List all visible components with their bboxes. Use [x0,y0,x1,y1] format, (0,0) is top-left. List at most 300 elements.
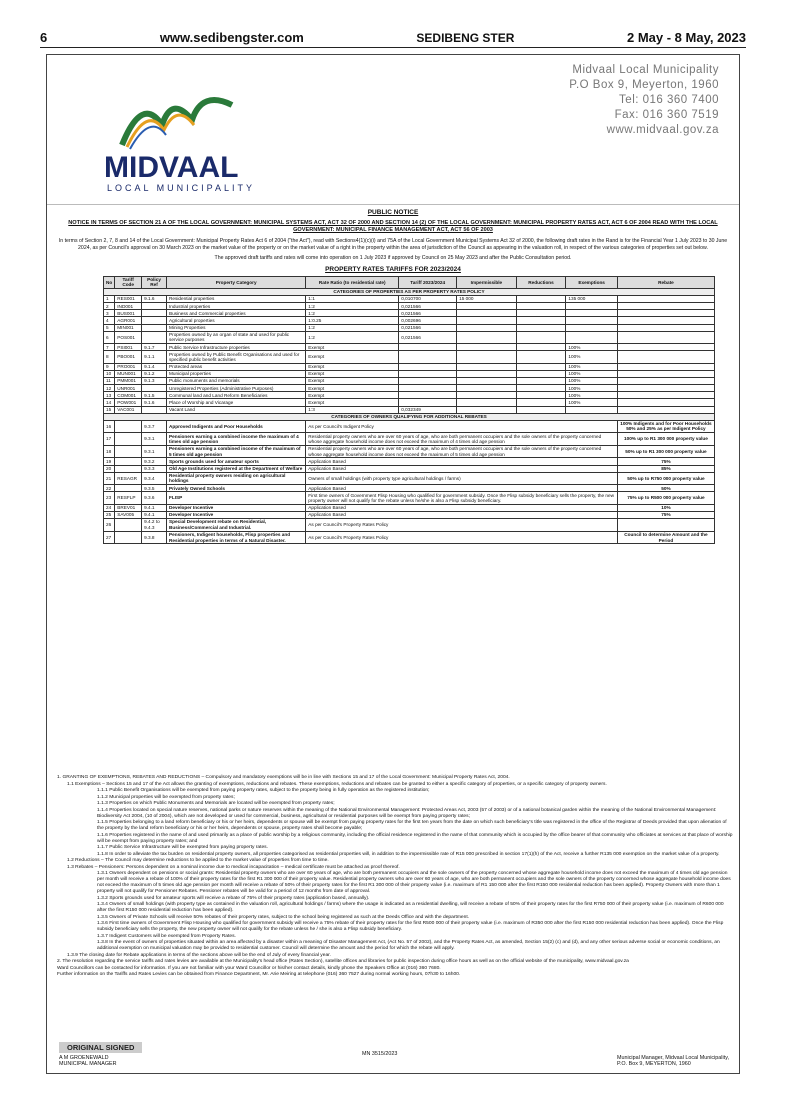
table-cell: 16 [104,420,115,433]
table-cell: Exempt [306,378,399,385]
body-paragraph: 1.3.1 Owners dependent on pensions or social grants: Residential property owners who are over 60 years of age, who are both permanent occupiers and the sole owners of the property concerned whose aggregate household income does not exceed the maximum of 4 times old age pension per month will receive a rebate of 100% of their property rates for the first R1 300 000 of their property value. Residential property owners who are over 60 years of age, who are both permanent occupiers and the sole owners of the property concerned whose aggregate household income does not exceed the maximum of 5 times old age pension per month will receive a rebate of 50% of their property rates for the first R1 300 000 of their property value (i.e. maximum of R1 150 000 after the first R150 000 residential reduction has been applied). Property Owners with more than 1 property will not qualify for Pensioner Rebates. Pensioner rebates will be valid for a period of 12 months from date of approval. [97,871,731,894]
table-cell: 24 [104,504,115,511]
table-cell: Exempt [306,351,399,364]
table-cell [617,385,714,392]
table-cell [115,420,142,433]
rebate-cell: 50% up to R750 000 property value [617,472,714,485]
table-cell: 9.3.8 [142,531,167,544]
table-row [104,472,715,485]
table-cell: MUN001 [115,371,142,378]
table-cell: Communal land and Land Reform Beneficiaries [167,392,306,399]
table-cell [115,458,142,465]
table-cell: 0,032349 [399,406,457,413]
table-row [104,317,715,324]
table-row [104,433,715,446]
table-cell [399,392,457,399]
rebate-cell: 50% [617,485,714,492]
rebate-cell: 100% Indigents and for Poor Households 50% and 25% as per Indigent Policy [617,420,714,433]
table-cell: 9.3.1 [142,433,167,446]
rebate-cell: 85% [617,465,714,472]
table-header-cell: Rate Ratio (to residential rate) [306,276,399,289]
table-cell [457,363,517,370]
table-cell: 0,002696 [399,317,457,324]
table-cell: RESAGR [115,472,142,485]
table-cell: 9.3.3 [142,465,167,472]
table-cell [516,303,566,310]
table-cell: VAC001 [115,406,142,413]
table-header-cell: Policy Ref [142,276,167,289]
table-cell [457,392,517,399]
table-cell [617,296,714,303]
table-header-cell: Exemptions [566,276,617,289]
newspaper-header [40,28,746,48]
table-header-cell: Impermissible [457,276,517,289]
table-cell [399,363,457,370]
table-cell [399,399,457,406]
criteria-cell: Application Based [306,458,618,465]
body-paragraph: 1.3.2 Sports grounds used for amateur sports will receive a rebate of 75% of their property rates (application based, annually). [97,895,370,901]
table-header-row [104,276,715,289]
table-cell: 9 [104,363,115,370]
table-cell: 1:2 [306,331,399,344]
table-cell: PBO001 [115,351,142,364]
table-cell: 0,021566 [399,303,457,310]
table-cell: 9.4.2 to 9.4.3 [142,519,167,532]
table-cell: AGR001 [115,317,142,324]
body-paragraph: 2. The resolution regarding the service tariffs and rates levies are available at the Municipality's head office (Rates Section), satellite offices and libraries for public inspection during office hours as well as on the official website of the municipality, www.midvaal.gov.za [57,959,629,964]
table-cell: 1 [104,296,115,303]
table-cell: Pensioners earning a combined income of the maximum of 5 times old age pension [167,445,306,458]
criteria-cell: As per Council's Property Rates Policy [306,531,618,544]
body-paragraph: 1.3.9 The closing date for Rebate applications in terms of the sections above will be the end of July of every financial year. [67,952,331,958]
table-cell: Pensioners, Indigent households, Flisp properties and Residential properties in terms of a Natural Disaster. [167,531,306,544]
notice-number: MN 3515/2023 [362,1051,398,1057]
table-cell: 1:3 [306,406,399,413]
table-cell: 10 [104,371,115,378]
table-cell: Unregistered Properties (Administrative Purposes) [167,385,306,392]
table-header-cell: Rebate [617,276,714,289]
table-cell [115,445,142,458]
table-cell [617,392,714,399]
addr-line: Tel: 016 360 7400 [619,94,719,106]
table-row [104,512,715,519]
table-cell: 23 [104,492,115,505]
table-cell [115,531,142,544]
table-cell: Properties owned by an organ of state and used for public service purposes [167,331,306,344]
table-cell [617,351,714,364]
table-cell: 21 [104,472,115,485]
table-cell [516,344,566,351]
table-header-cell: Tariff 2023/2024 [399,276,457,289]
table-cell [457,317,517,324]
table-cell: 0,010700 [399,296,457,303]
category-row [104,289,715,296]
table-cell: Exempt [306,385,399,392]
public-notice-advert [46,54,740,1074]
table-cell [617,363,714,370]
table-cell: POS001 [115,331,142,344]
table-cell [516,351,566,364]
table-cell: IND001 [115,303,142,310]
body-paragraph: 1.1 Exemptions – Sections 15 and 17 of the Act allows the granting of exemptions, reductions and rebates. These exemptions, reductions and rebates can be granted to either a specific category of properties, or a specific category of property owners. [67,781,607,787]
table-row [104,296,715,303]
table-cell: 9.4.1 [142,512,167,519]
table-cell: 15 000 [457,296,517,303]
table-cell: 20 [104,465,115,472]
intro-paragraph: In terms of Section 2, 7, 8 and 14 of the Local Government: Municipal Property Rates Act 6 of 2004 ("the Act"), read with Sections4(1)(c)(i) and 75A of the Local Government Municipal Systems Act 32 of 2000, the following draft rates in the Rand is for the Financial Year 1 July 2023 to 30 June 2024, as per Council's approval on 30 March 2023 on the market value of the property or on the market value of a right in the property within the area of jurisdiction of the Council as appearing in the valuation roll, in respect of the various categories of properties set out below. [58,238,728,251]
table-cell: Protected areas [167,363,306,370]
table-cell: Privately Owned Schools [167,485,306,492]
table-cell: 100% [566,378,617,385]
table-cell: Approved Indigents and Poor Households [167,420,306,433]
table-cell [142,324,167,331]
address-block [569,63,719,138]
criteria-cell: As per Council's Indigent Policy [306,420,618,433]
table-row [104,445,715,458]
table-cell: Public Service Infrastructure properties [167,344,306,351]
table-cell: PRO001 [115,363,142,370]
table-cell: 1:2 [306,303,399,310]
table-cell: Exempt [306,363,399,370]
table-row [104,371,715,378]
site-url[interactable]: www.sedibengster.com [159,30,304,45]
table-row [104,331,715,344]
table-cell [516,399,566,406]
table-cell: 100% [566,392,617,399]
table-cell: PSI001 [115,344,142,351]
table-header-cell: Property Category [167,276,306,289]
notice-heading: PUBLIC NOTICE [367,209,419,216]
body-paragraph: 1.1.7 Public Service Infrastructure will be exempted from paying property rates. [97,845,268,850]
table-cell: Agricultural properties [167,317,306,324]
criteria-cell: First time owners of Government Flisp Housing who qualified for government subsidy. Once the Flisp subsidy beneficiary sells the property, the new property owner will not qualify for the rebate unless he/she is also a Flisp subsidy beneficiary. [306,492,618,505]
table-cell [142,310,167,317]
criteria-cell: Residential property owners who are over 60 years of age, who are both permanent occupiers and the sole owners of the property concerned whose aggregate household income does not exceed the maximum of 5 times old age pension [306,445,618,458]
table-cell: 12 [104,385,115,392]
table-cell [617,406,714,413]
table-cell [142,331,167,344]
table-cell: 9.3.5 [142,485,167,492]
table-cell [399,378,457,385]
table-cell: 0,021566 [399,310,457,317]
footer-right-1: Municipal Manager, Midvaal Local Municipality, [617,1055,729,1061]
table-cell: 9.3.6 [142,492,167,505]
table-cell [115,433,142,446]
table-cell: 7 [104,344,115,351]
table-cell: Exempt [306,392,399,399]
rebate-cell: 50% up to R1 300 000 property value [617,445,714,458]
table-cell: 9.3.1 [142,445,167,458]
table-cell: 9.4.1 [142,504,167,511]
table-row [104,406,715,413]
notice-body [57,775,733,979]
table-cell: Public monuments and memorials [167,378,306,385]
signatory-name: A M GROENEWALD [59,1055,109,1061]
table-cell: 15 [104,406,115,413]
table-cell: 0,021566 [399,324,457,331]
midvaal-logo [102,85,302,195]
table-row [104,351,715,364]
table-cell: 100% [566,371,617,378]
table-row [104,399,715,406]
table-cell: SAV005 [115,512,142,519]
table-cell: 25 [104,512,115,519]
table-cell: 100% [566,363,617,370]
table-row [104,485,715,492]
criteria-cell: Application Based [306,512,618,519]
table-row [104,458,715,465]
table-cell [566,331,617,344]
table-row [104,310,715,317]
table-cell: UNR001 [115,385,142,392]
table-cell: Exempt [306,399,399,406]
table-cell: 9.3.2 [142,458,167,465]
table-cell: Pensioners earning a combined income the maximum of 4 times old age pension [167,433,306,446]
table-cell: 2 [104,303,115,310]
table-cell [457,378,517,385]
footer-right-2: P.O. Box 9, MEYERTON, 1960 [617,1061,691,1067]
table-cell [617,303,714,310]
footer [59,1042,729,1067]
notice-title: NOTICE IN TERMS OF SECTION 21 A OF THE LOCAL GOVERNMENT: MUNICIPAL SYSTEMS ACT, ACT 32 OF 2000 AND SECTION 14 (2) OF THE LOCAL GOVERNMENT: MUNICIPAL PROPERTY RATES ACT, ACT 6 OF 2004 READ WITH THE LOCAL GOVERNMENT: MUNICIPAL FINANCE MANAGEMENT ACT, ACT 56 OF 2003 [68,220,718,233]
table-cell [516,371,566,378]
table-cell: MIN001 [115,324,142,331]
table-cell [115,485,142,492]
rebate-cell: 100% up to R1 300 000 property value [617,433,714,446]
table-cell: 9.1.2 [142,371,167,378]
body-paragraph: 1.3.8 In the event of owners of properties situated within an area affected by a disaster within a meaning of Disaster Management Act, (Act No. 57 of 2002), and the Property Rates Act, as amended, Section 15(2) (c) and (d), and any other serious adverse social or economic conditions, an additional exemption on municipal valuation may be provided to residential customer. Council will determine the amount and the period for which the rebate will apply. [97,940,720,951]
table-cell: Sports grounds used for amateur sports [167,458,306,465]
rebate-cell [617,519,714,532]
table-cell: 13 [104,392,115,399]
table-cell [457,331,517,344]
addr-line: Fax: 016 360 7519 [614,109,719,121]
table-cell: Special Development rebate on Residential, Business/Commercial and Industrial. [167,519,306,532]
body-paragraph: 1.3.7 Indigent Customers will be exempted from Property Rates. [97,933,236,939]
table-cell: Properties owned by Public Benefit Organisations and used for specified public benefit activities [167,351,306,364]
table-row [104,519,715,532]
rebate-cell: 10% [617,504,714,511]
table-row [104,531,715,544]
body-paragraph: 1.3.5 Owners of Private Schools will receive 50% rebates of their property rates, subject to the school being registered as such at the Deeds Office and with the department. [97,914,470,920]
table-cell: 100% [566,344,617,351]
table-cell [617,317,714,324]
category-title: CATEGORIES OF OWNERS QUALIFYING FOR ADDITIONAL REBATES [104,413,715,420]
table-cell [617,310,714,317]
table-cell: 27 [104,531,115,544]
rates-table [103,276,715,545]
table-cell: 9.1.1 [142,351,167,364]
criteria-cell: Owners of small holdings (with property type agricultural holdings / farms) [306,472,618,485]
table-cell: Municipal properties [167,371,306,378]
rebate-cell: Council to determine Amount and the Period [617,531,714,544]
table-cell: 3 [104,310,115,317]
issue-date: 2 May - 8 May, 2023 [627,30,746,45]
table-cell: 1:1 [306,296,399,303]
addr-line: Midvaal Local Municipality [572,64,719,76]
table-cell [399,351,457,364]
table-cell [516,317,566,324]
table-cell: Developer Incentive [167,512,306,519]
paper-name: SEDIBENG STER [416,30,515,45]
body-paragraph: 1.1.3 Properties on which Public Monuments and Memorials are located will be exempted from property rates; [97,801,335,806]
criteria-cell: Application Based [306,504,618,511]
table-cell: 11 [104,378,115,385]
criteria-cell: Application Based [306,485,618,492]
table-cell: 8 [104,351,115,364]
table-row [104,303,715,310]
table-cell: 0,021566 [399,331,457,344]
table-cell [399,344,457,351]
table-cell [617,399,714,406]
table-cell [457,344,517,351]
table-cell: 1:2 [306,324,399,331]
table-cell: 100% [566,385,617,392]
logo-sub: LOCAL MUNICIPALITY [107,183,256,193]
table-cell [399,385,457,392]
table-row [104,324,715,331]
table-row [104,385,715,392]
table-cell: Place of Worship and Vicarage [167,399,306,406]
table-cell: 14 [104,399,115,406]
table-cell: 9.1.6 [142,399,167,406]
addr-line: P.O Box 9, Meyerton, 1960 [569,79,719,91]
rebate-cell: 75% up to R500 000 property value [617,492,714,505]
table-cell [617,378,714,385]
table-cell: Business and Commercial properties [167,310,306,317]
table-row [104,420,715,433]
body-paragraph: 1.3 Rebates – Pensioners: Persons dependent on a nominal income due to medical incapacitation – medical certificate must be attached as proof thereof. [67,864,400,870]
table-cell [516,310,566,317]
table-cell [142,303,167,310]
table-cell: BREV01 [115,504,142,511]
body-paragraph: 1.1.5 Properties belonging to a land reform beneficiary or his or her heirs, dependents or spouse will be exempt from paying property rates for the first ten years from the date on which such beneficiary's title was registered in the office of the Registrar of Deeds provided that upon alienation of the property by the land reform beneficiary or his or her heirs, dependents or spouse, property rates shall become payable; [97,820,727,831]
table-cell: Vacant Land [167,406,306,413]
page-number: 6 [40,30,48,45]
table-cell [516,363,566,370]
table-header-cell: Reductions [516,276,566,289]
table-cell [457,371,517,378]
table-cell [516,378,566,385]
table-cell: 18 [104,445,115,458]
table-cell: Developer Incentive [167,504,306,511]
table-cell: 9.1.5 [142,392,167,399]
category-title: CATEGORIES OF PROPERTIES AS PER PROPERTY RATES POLICY [104,289,715,296]
table-cell: Exempt [306,344,399,351]
body-paragraph: Ward Councillors can be contacted for information. If you are not familiar with your Ward Councillor or his/her contact details, kindly phone the Speakers Office at (016) 360 7680. [57,965,441,971]
table-row [104,363,715,370]
table-cell [566,406,617,413]
body-paragraph: 1.3.6 First time owners of Government Flisp Housing who qualified for government subsidy will receive a 75% rebate of their property rates for the first R500 000 of their property value (i.e. maximum of R350 000 after the first R150 000 residential reduction has been applied). Once the Flisp subsidy beneficiary sells the property, the new property owner will not qualify for the rebate unless he / she is also a Flisp subsidy beneficiary. [97,921,724,932]
table-cell [617,371,714,378]
table-cell [142,317,167,324]
table-header-cell: Tariff Code [115,276,142,289]
body-paragraph: 1.3.4 Owners of small holdings (with property type as contained in the valuation roll, agricultural holdings / farms) where the usage is indicated as a residential dwelling, will receive a rebate of 50% of their property rates for the first R750 000 of their property value (i.e. maximum of R600 000 after the first R150 000 residential reduction has been applied). [97,902,724,913]
table-cell [457,385,517,392]
body-paragraph: 1.2 Reductions – The Council may determine reductions to be applied to the market value of properties from time to time. [67,858,329,863]
table-cell: Residential properties [167,296,306,303]
table-row [104,465,715,472]
table-cell: Old Age Institutions registered at the Department of Welfare [167,465,306,472]
table-cell: 9.1.7 [142,344,167,351]
table-cell [142,385,167,392]
table-cell: 6 [104,331,115,344]
table-cell [516,331,566,344]
rebate-cell: 75% [617,512,714,519]
criteria-cell: Residential property owners who are over 60 years of age, who are both permanent occupiers and the sole owners of the property concerned whose aggregate household income does not exceed the maximum of 4 times old age pension [306,433,618,446]
table-row [104,392,715,399]
table-cell: 9.3.7 [142,420,167,433]
table-cell: 19 [104,458,115,465]
table-cell: Industrial properties [167,303,306,310]
body-paragraph: 1.1.8 In order to alleviate the tax burden on residential property owners, all properties categorised as residential properties will, in addition to the impermissible rate of R15 000 prescribed in section 17(1)(h) of the Act, receive a further R135 000 exemption on the market value of a property. [97,851,720,857]
table-cell [457,303,517,310]
table-cell [617,324,714,331]
criteria-cell: As per Council's Property Rates Policy [306,519,618,532]
table-cell [516,324,566,331]
table-cell: 5 [104,324,115,331]
table-cell: POW001 [115,399,142,406]
table-cell: PMM001 [115,378,142,385]
signatory-role: MUNICIPAL MANAGER [59,1061,117,1067]
signed-badge: ORIGINAL SIGNED [59,1042,142,1053]
table-cell [566,310,617,317]
table-cell: 9.1.3 [142,378,167,385]
table-cell: FLISP [167,492,306,505]
banner [47,55,739,205]
table-cell: 9.3.4 [142,472,167,485]
table-cell: Mining Properties [167,324,306,331]
table-cell [457,324,517,331]
table-row [104,504,715,511]
table-cell: BUS001 [115,310,142,317]
table-cell [566,317,617,324]
body-paragraph: 1.1.2 Municipal properties will be exempted from property rates; [97,794,235,800]
table-cell [617,331,714,344]
table-cell: Residential property owners residing on agricultural holdings [167,472,306,485]
addr-line[interactable]: www.midvaal.gov.za [606,124,719,136]
criteria-cell: Application Based [306,465,618,472]
table-cell [399,371,457,378]
table-cell: RESFLP [115,492,142,505]
table-title: PROPERTY RATES TARIFFS FOR 2023/2024 [325,265,461,273]
table-cell: 9.1.6 [142,296,167,303]
table-cell: 135 000 [566,296,617,303]
table-cell [516,392,566,399]
table-cell: 1:0.25 [306,317,399,324]
table-cell [566,324,617,331]
table-cell [115,519,142,532]
logo-text: MIDVAAL [104,151,239,184]
table-cell [516,406,566,413]
table-cell [457,406,517,413]
table-cell: COM001 [115,392,142,399]
body-paragraph: 1.1.6 Properties registered in the name of and used primarily as a place of public worship by a religious community, including the official residence registered in the name of that community which is occupied by the office bearer of that community who officiates at services at that place of worship will be exempt from paying property rates; and [97,832,733,844]
table-cell [566,303,617,310]
table-cell [115,465,142,472]
table-cell: 1:2 [306,310,399,317]
table-cell: Exempt [306,371,399,378]
table-cell: 100% [566,351,617,364]
body-paragraph: 1.1.1 Public Benefit Organisations will be exempted from paying property rates, subject to the property being in fully operation as the registered institution; [97,788,430,793]
table-cell [142,406,167,413]
table-row [104,378,715,385]
table-cell [516,385,566,392]
body-paragraph: Further information on the Tariffs and Rates Levies can be obtained from Finance Department, Mr. Arie Meiring at telephone (016) 360 7527 during normal working hours, 07h30 to 16h00. [57,972,461,977]
table-cell: 26 [104,519,115,532]
table-cell [617,344,714,351]
table-cell: 4 [104,317,115,324]
